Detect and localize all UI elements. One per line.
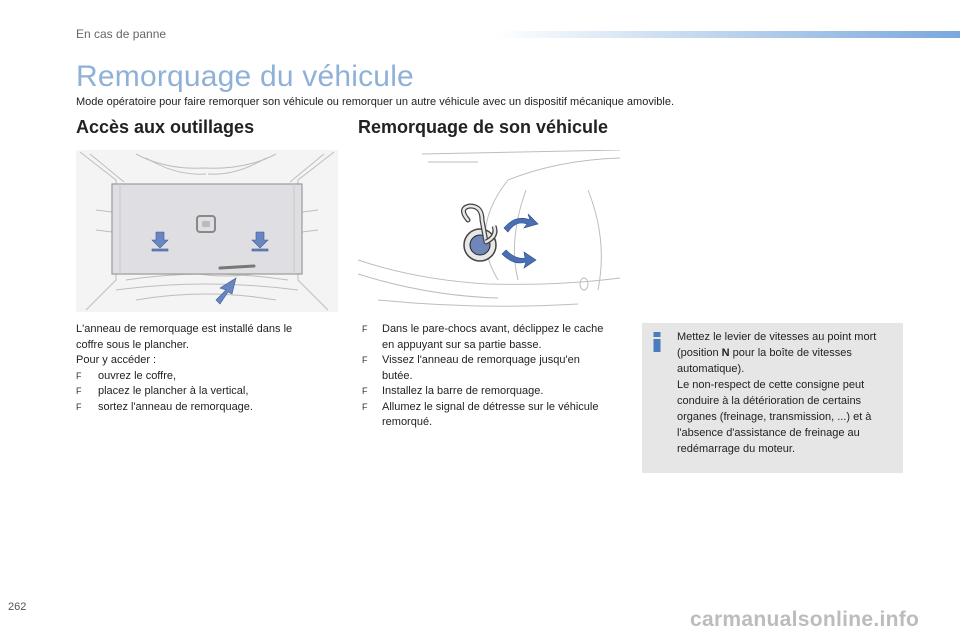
list-item: F Dans le pare-chocs avant, déclippez le cache en appuyant sur sa partie basse. (362, 323, 604, 351)
access-steps-list (76, 369, 338, 416)
info-paragraph-2: Le non-respect de cette consigne peut conduire à la détérioration de certains organes (freinage, transmission, ...) et à l'absence d'assistance de freinage au redémarrage du moteur. (677, 379, 872, 455)
intro-line-1: L'anneau de remorquage est installé dans le (76, 323, 293, 335)
section-label: En cas de panne (76, 27, 167, 41)
access-label: Pour y accéder : (76, 354, 157, 366)
info-paragraph-1: Mettez le levier de vitesses au point mort (position N pour la boîte de vitesses automatique). (677, 331, 877, 375)
page-subtitle: Mode opératoire pour faire remorquer son véhicule ou remorquer un autre véhicule avec un dispositif mécanique amovible. (76, 96, 674, 108)
list-item: F ouvrez le coffre, (76, 369, 338, 385)
towing-steps (362, 322, 612, 431)
list-item: F placez le plancher à la vertical, (76, 384, 338, 400)
bullet-icon: F (362, 401, 368, 412)
header-accent-bar (495, 31, 960, 38)
bullet-icon: F (362, 355, 368, 365)
list-item: F Installez la barre de remorquage. (362, 384, 612, 400)
tow-eye-bumper-illustration (358, 150, 620, 312)
list-item: F Allumez le signal de détresse sur le véhicule remorqué. (362, 400, 599, 428)
page-number: 262 (8, 601, 27, 613)
bullet-icon: F (76, 370, 82, 381)
towing-steps-list (362, 322, 612, 431)
heading-towing: Remorquage de son véhicule (358, 117, 609, 137)
page-title: Remorquage du véhicule (76, 60, 414, 93)
intro-line-2: coffre sous le plancher. (76, 338, 189, 351)
heading-tool-access: Accès aux outillages (76, 117, 255, 137)
trunk-floor-illustration (76, 150, 338, 312)
bullet-icon: F (76, 386, 82, 396)
bullet-icon: F (362, 386, 368, 396)
info-text (677, 329, 897, 457)
list-item: F Vissez l'anneau de remorquage jusqu'en butée. (362, 354, 580, 382)
bullet-icon: F (362, 324, 368, 334)
list-item: F sortez l'anneau de remorquage. (76, 400, 338, 416)
tool-access-text (76, 322, 338, 415)
watermark: carmanualsonline.info (690, 608, 920, 631)
info-icon (653, 332, 661, 352)
bullet-icon: F (76, 401, 82, 412)
